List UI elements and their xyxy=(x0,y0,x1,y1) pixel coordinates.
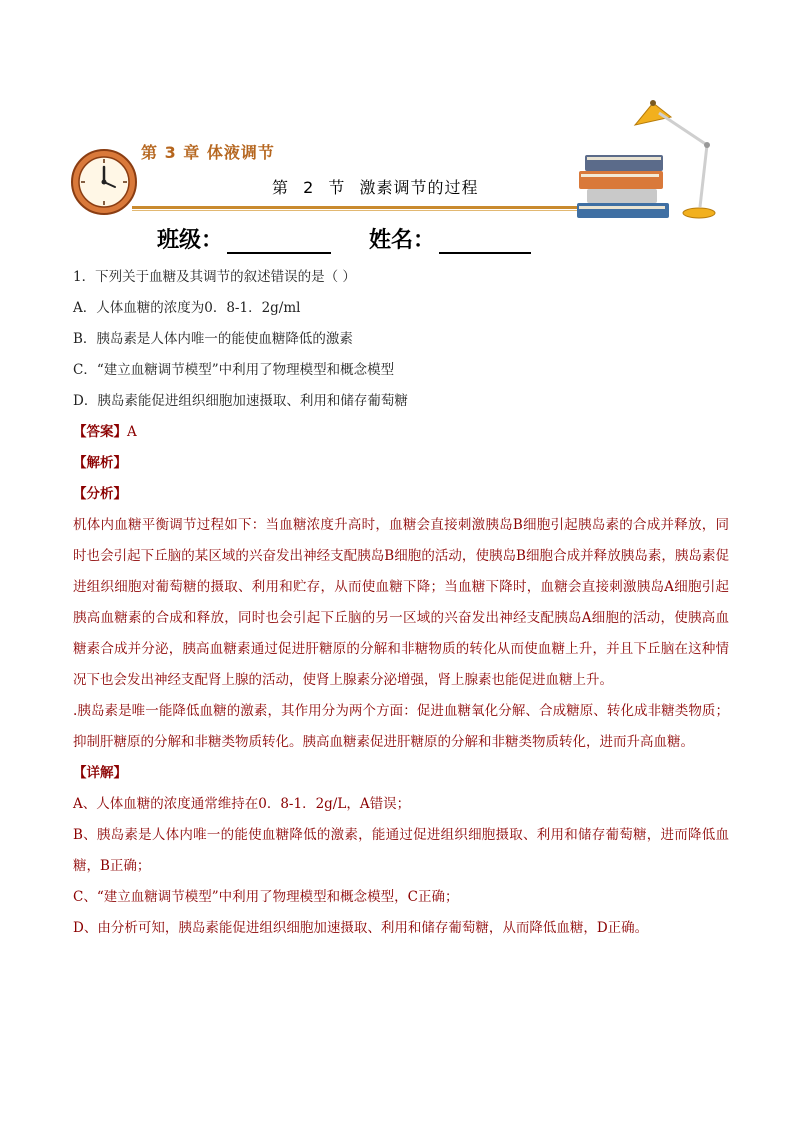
jiexi-label: 【解析】 xyxy=(73,455,127,471)
analysis-paragraph-1: 机体内血糖平衡调节过程如下：当血糖浓度升高时，血糖会直接刺激胰岛B细胞引起胰岛素的合成并释放，同时也会引起下丘脑的某区域的兴奋发出神经支配胰岛B细胞的活动，使胰岛B细胞合成并释放胰岛素，胰岛素促进组织细胞对葡萄糖的摄取、利用和贮存，从而使血糖下降；当血糖下降时，血糖会直接刺激胰岛A细胞引起胰高血糖素的合成和释放，同时也会引起下丘脑的另一区域的兴奋发出神经支配胰岛A细胞的活动，使胰高血糖素合成并分泌，胰高血糖素通过促进肝糖原的分解和非糖物质的转化从而使血糖上升，并且下丘脑在这种情况下也会发出神经支配肾上腺的活动，使肾上腺素分泌增强，肾上腺素也能促进血糖上升。 xyxy=(73,517,729,688)
class-blank[interactable] xyxy=(227,228,331,254)
question-content xyxy=(73,262,729,944)
page-header xyxy=(0,0,794,260)
class-label: 班级： xyxy=(157,228,224,253)
detail-a: A、人体血糖的浓度通常维持在0．8-1．2g/L，A错误； xyxy=(73,796,411,812)
analysis-paragraph-2: .胰岛素是唯一能降低血糖的激素，其作用分为两个方面：促进血糖氧化分解、合成糖原、转化成非糖类物质；抑制肝糖原的分解和非糖类物质转化。胰高血糖素促进肝糖原的分解和非糖类物质转化，进而升高血糖。 xyxy=(73,703,729,750)
detail-d: D、由分析可知，胰岛素能促进组织细胞加速摄取、利用和储存葡萄糖，从而降低血糖，D正确。 xyxy=(73,920,649,936)
chapter-title: 第 3 章 体液调节 xyxy=(141,143,275,162)
books-icon xyxy=(577,155,669,218)
question-stem: 1．下列关于血糖及其调节的叙述错误的是（ ） xyxy=(73,269,356,285)
option-d: D．胰岛素能促进组织细胞加速摄取、利用和储存葡萄糖 xyxy=(73,393,408,409)
section-title: 第 2 节 激素调节的过程 xyxy=(272,178,479,197)
clock-icon xyxy=(70,148,138,216)
detail-b: B、胰岛素是人体内唯一的能使血糖降低的激素，能通过促进组织细胞摄取、利用和储存葡萄糖，进而降低血糖，B正确； xyxy=(73,827,729,874)
option-c: C．“建立血糖调节模型”中利用了物理模型和概念模型 xyxy=(73,362,395,378)
option-b: B．胰岛素是人体内唯一的能使血糖降低的激素 xyxy=(73,331,353,347)
detail-label: 【详解】 xyxy=(73,765,127,781)
answer-line xyxy=(73,417,729,448)
fenxi-label: 【分析】 xyxy=(73,486,127,502)
name-blank[interactable] xyxy=(439,228,531,254)
desk-lamp-icon xyxy=(575,95,725,225)
answer-label: 【答案】 xyxy=(73,424,127,440)
option-a: A．人体血糖的浓度为0．8-1．2g/ml xyxy=(73,300,301,316)
student-info-row xyxy=(157,223,531,254)
detail-c: C、“建立血糖调节模型”中利用了物理模型和概念模型，C正确； xyxy=(73,889,459,905)
header-rule-thin xyxy=(132,210,587,211)
name-label: 姓名： xyxy=(369,228,436,253)
answer-value: A xyxy=(127,424,137,440)
header-rule xyxy=(132,206,587,209)
